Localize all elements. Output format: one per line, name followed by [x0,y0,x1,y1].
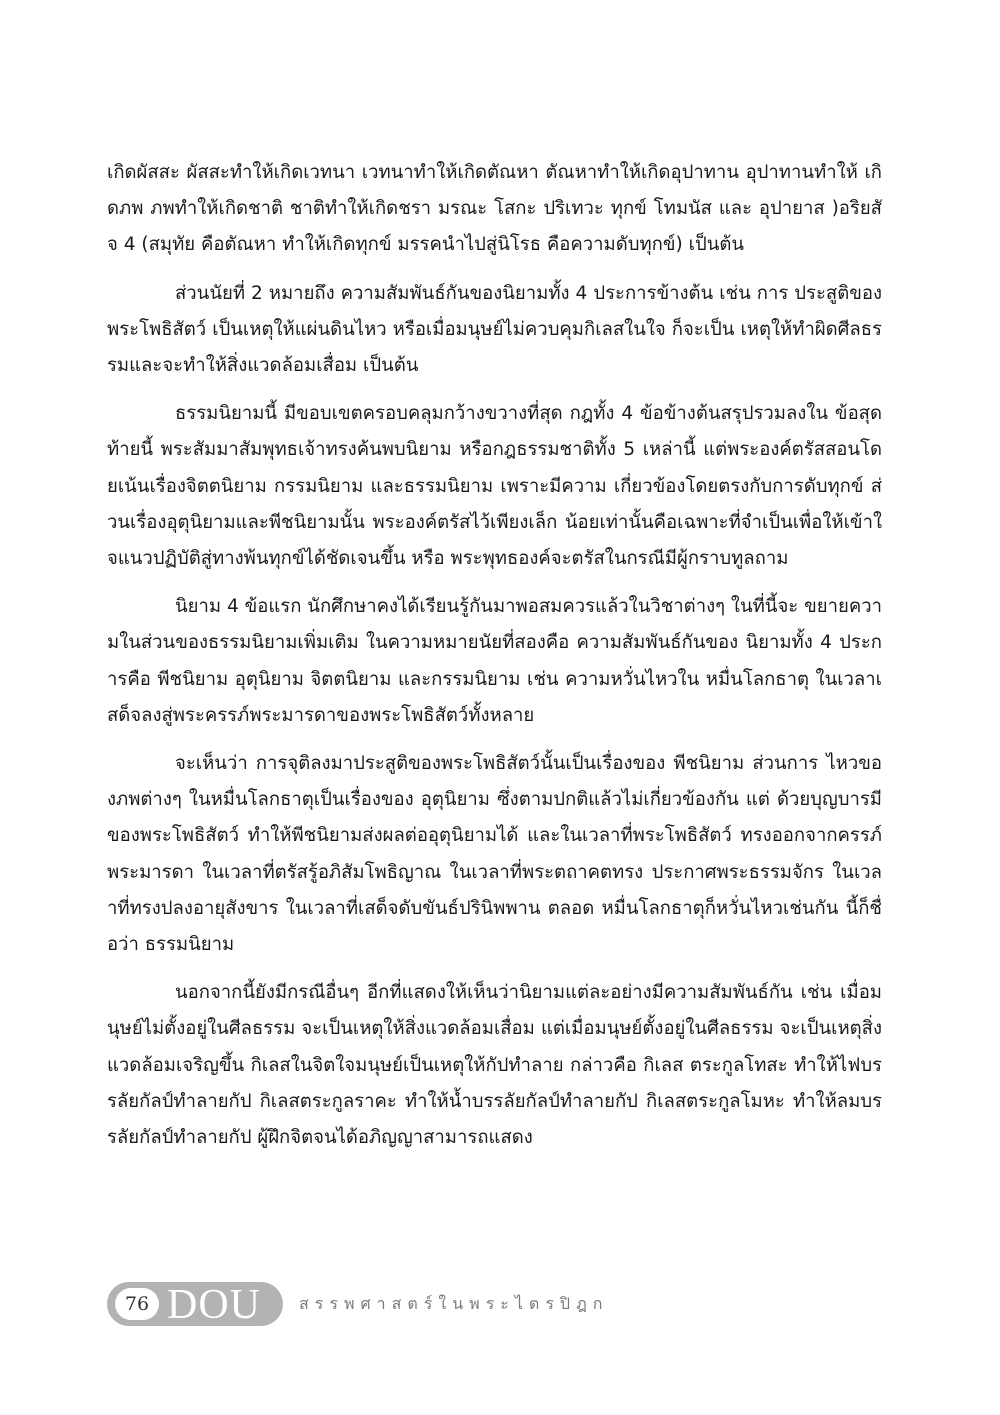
paragraph-line: หมื่นโลกธาตุ ในเวลาเสด็จลงสู่พระครรภ์พระมารดาของพระโพธิสัตว์ทั้งหลาย [107,668,882,726]
page-number: 76 [115,1288,159,1320]
paragraph-line: เมื่อมนุษย์ไม่ตั้งอยู่ในศีลธรรม จะเป็นเหตุให้สิ่งแวดล้อมเสื่อม แต่เมื่อมนุษย์ตั้งอยู่ในศีลธรรม [107,982,882,1040]
paragraph-line: ด้วยบุญบารมีของพระโพธิสัตว์ ทำให้พีชนิยามส่งผลต่ออุตุนิยามได้ และในเวลาที่พระโพธิสัตว์ [107,789,882,847]
paragraph-line: เกิดภพ ภพทำให้เกิดชาติ ชาติทำให้เกิดชรา มรณะ โสกะ ปริเทวะ ทุกข์ โทมนัส และ อุปายาส [107,162,882,220]
paragraph-line: น้อยเท่านั้นคือเฉพาะที่จำเป็นเพื่อให้เข้าใจแนวปฏิบัติสู่ทางพ้นทุกข์ได้ชัดเจนขึ้น หรือ [107,511,882,570]
paragraph-line: นิยามทั้ง 4 ประการคือ พีชนิยาม อุตุนิยาม จิตตนิยาม และกรรมนิยาม เช่น ความหวั่นไหวใน [107,632,882,690]
paragraph-line: หมื่นโลกธาตุก็หวั่นไหวเช่นกัน นี้ก็ชื่อว่า ธรรมนิยาม [107,897,882,956]
paragraph [107,975,882,1156]
paragraph [107,155,882,264]
paragraph-line: ไหวของภพต่างๆ ในหมื่นโลกธาตุเป็นเรื่องของ อุตุนิยาม ซึ่งตามปกติแล้วไม่เกี่ยวข้องกัน แต่ [107,753,882,811]
page-footer [107,1282,907,1326]
book-title: สรรพศาสตร์ในพระไตรปิฎก [299,1294,609,1313]
paragraph-line: เกี่ยวข้องโดยตรงกับการดับทุกข์ ส่วนเรื่องอุตุนิยามและพีชนิยามนั้น พระองค์ตรัสไว้เพียงเล็ก [107,475,882,533]
paragraph-line: กิเลสตระกูลโมหะ ทำให้ลมบรรลัยกัลป์ทำลายกัป ผู้ฝึกจิตจนได้อภิญญาสามารถแสดง [107,1090,882,1149]
footer-pill [107,1282,283,1326]
paragraph [107,276,882,385]
paragraph-line: พระพุทธองค์จะตรัสในกรณีมีผู้กราบทูลถาม [450,548,789,570]
paragraph-line: แต่พระองค์ตรัสสอนโดยเน้นเรื่องจิตตนิยาม กรรมนิยาม และธรรมนิยาม เพราะมีความ [107,439,882,497]
paragraph-line: )อริยสัจ 4 (สมุทัย คือตัณหา ทำให้เกิดทุกข์ มรรคนำไปสู่นิโรธ คือความดับทุกข์) เป็นต้น [107,198,882,256]
paragraph-line: ทรงออกจากครรภ์พระมารดา ในเวลาที่ตรัสรู้อภิสัมโพธิญาณ ในเวลาที่พระตถาคตทรง [107,825,882,883]
paragraph-line: ธรรมนิยามนี้ มีขอบเขตครอบคลุมกว้างขวางที่สุด กฎทั้ง 4 ข้อข้างต้นสรุปรวมลงใน [175,403,829,425]
paragraph-line: ประกาศพระธรรมจักร ในเวลาที่ทรงปลงอายุสังขาร ในเวลาที่เสด็จดับขันธ์ปรินิพพาน ตลอด [107,861,882,919]
paragraph-line: ประสูติของพระโพธิสัตว์ เป็นเหตุให้แผ่นดินไหว หรือเมื่อมนุษย์ไม่ควบคุมกิเลสในใจ ก็จะเป็น [107,282,882,340]
paragraph-line: ตระกูลโทสะ ทำให้ไฟบรรลัยกัลป์ทำลายกัป กิเลสตระกูลราคะ ทำให้น้ำบรรลัยกัลป์ทำลายกัป [107,1054,882,1112]
paragraph-line: ขยายความในส่วนของธรรมนิยามเพิ่มเติม ในความหมายนัยที่สองคือ ความสัมพันธ์กันของ [107,596,882,654]
paragraph-line: นอกจากนี้ยังมีกรณีอื่นๆ อีกที่แสดงให้เห็นว่านิยามแต่ละอย่างมีความสัมพันธ์กัน เช่น [175,982,833,1004]
paragraph-line: เหตุให้ทำผิดศีลธรรมและจะทำให้สิ่งแวดล้อมเสื่อม เป็นต้น [107,318,882,377]
page-body [107,155,882,1168]
dou-logo: DOU [167,1282,261,1328]
paragraph-line: นิยาม 4 ข้อแรก นักศึกษาคงได้เรียนรู้กันมาพอสมควรแล้วในวิชาต่างๆ ในที่นี้จะ [175,596,799,618]
paragraph-line: จะเป็นเหตุสิ่งแวดล้อมเจริญขึ้น กิเลสในจิตใจมนุษย์เป็นเหตุให้กัปทำลาย กล่าวคือ กิเลส [107,1018,882,1076]
paragraph-line: จะเห็นว่า การจุติลงมาประสูติของพระโพธิสัตว์นั้นเป็นเรื่องของ พีชนิยาม ส่วนการ [175,753,819,775]
paragraph-line: ข้อสุดท้ายนี้ พระสัมมาสัมพุทธเจ้าทรงค้นพบนิยาม หรือกฎธรรมชาติทั้ง 5 เหล่านี้ [107,403,882,461]
paragraph-line: เกิดผัสสะ ผัสสะทำให้เกิดเวทนา เวทนาทำให้เกิดตัณหา ตัณหาทำให้เกิดอุปาทาน อุปาทานทำให้ [107,162,858,183]
paragraph [107,396,882,577]
paragraph [107,589,882,734]
paragraph-line: ส่วนนัยที่ 2 หมายถึง ความสัมพันธ์กันของนิยามทั้ง 4 ประการข้างต้น เช่น การ [175,282,789,304]
paragraph [107,746,882,963]
